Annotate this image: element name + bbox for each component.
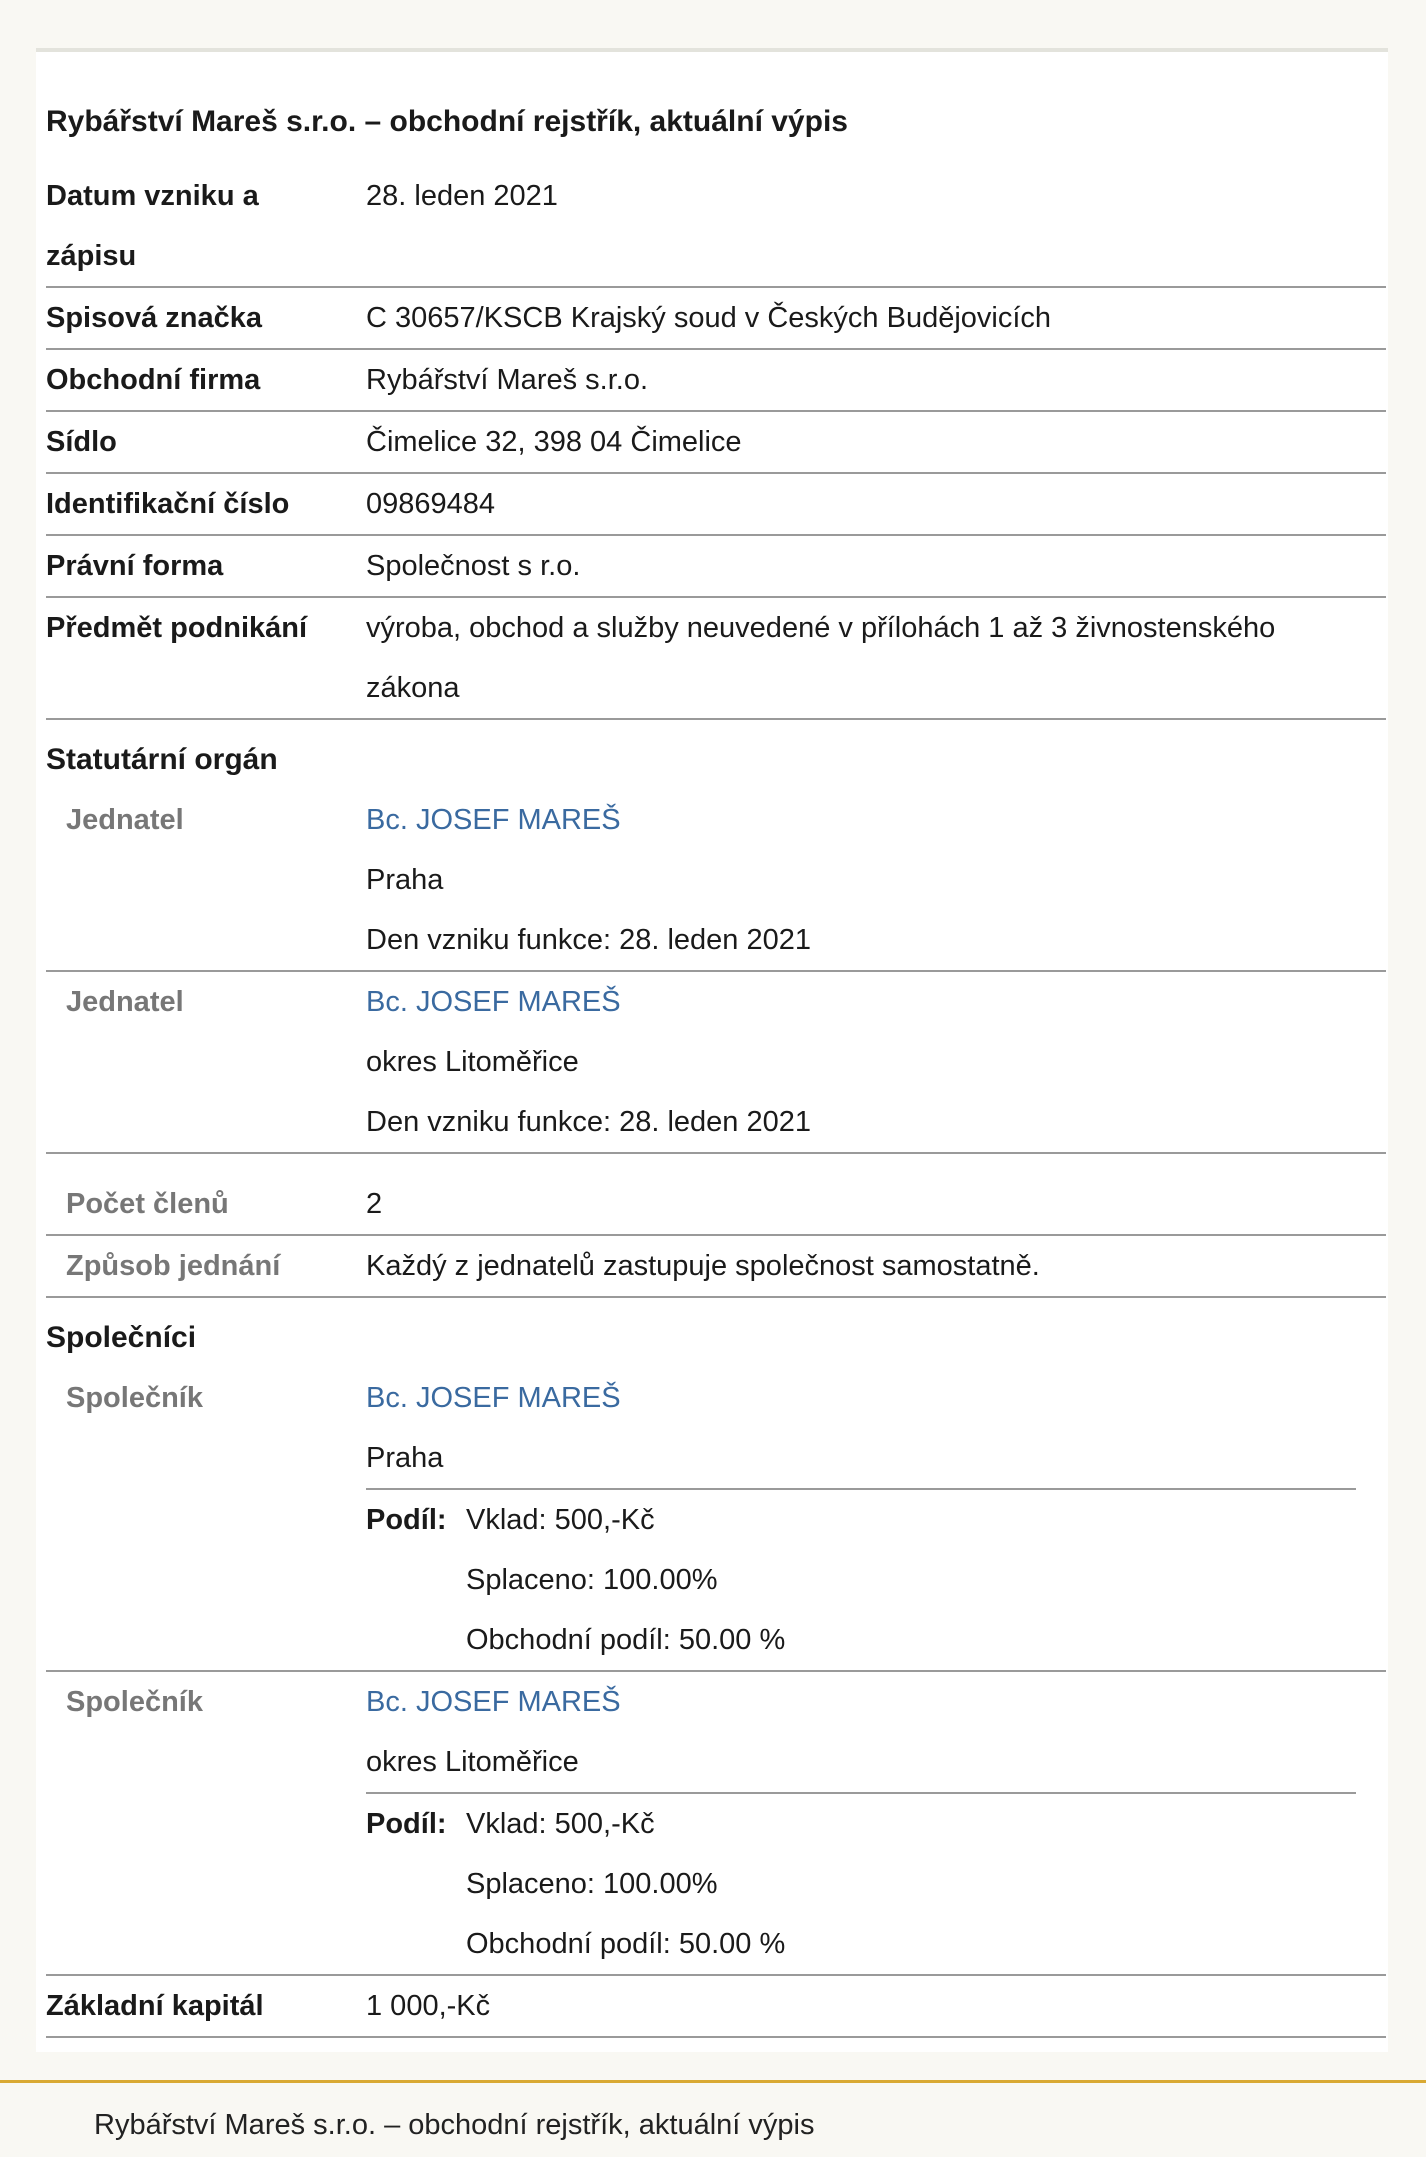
acting-manner-row	[46, 1236, 1386, 1298]
statutory-member-row	[46, 972, 1386, 1154]
share-deposit: Vklad: 500,-Kč	[466, 1504, 655, 1536]
member-name-link[interactable]: Bc. JOSEF MAREŠ	[366, 804, 621, 836]
field-value: 1 000,-Kč	[366, 1990, 491, 2022]
partner-share	[366, 1794, 1386, 1974]
partner-place: Praha	[366, 1442, 444, 1474]
field-label: Identifikační číslo	[46, 488, 290, 520]
acting-manner-label: Způsob jednání	[66, 1250, 281, 1282]
page-footer	[0, 2080, 1426, 2157]
field-row-file-number	[46, 288, 1386, 350]
member-count-label: Počet členů	[66, 1188, 229, 1220]
partner-name-link[interactable]: Bc. JOSEF MAREŠ	[366, 1382, 621, 1414]
member-since: Den vzniku funkce: 28. leden 2021	[366, 924, 811, 956]
field-value: Společnost s r.o.	[366, 550, 581, 582]
share-business: Obchodní podíl: 50.00 %	[466, 1624, 786, 1656]
field-row-founding-date	[46, 166, 1386, 288]
partner-share	[366, 1490, 1386, 1670]
statutory-member-row	[46, 790, 1386, 972]
partner-name-link[interactable]: Bc. JOSEF MAREŠ	[366, 1686, 621, 1718]
partner-row	[46, 1368, 1386, 1672]
partner-role: Společník	[66, 1382, 203, 1414]
field-row-business-activity	[46, 598, 1386, 720]
partner-details	[366, 1368, 1386, 1670]
member-details	[366, 972, 1386, 1152]
field-label: Obchodní firma	[46, 364, 261, 396]
register-extract-card	[36, 48, 1388, 2052]
field-label: Předmět podnikání	[46, 612, 308, 644]
member-name-link[interactable]: Bc. JOSEF MAREŠ	[366, 986, 621, 1018]
member-role: Jednatel	[66, 804, 184, 836]
field-value: C 30657/KSCB Krajský soud v Českých Budějovicích	[366, 302, 1052, 334]
field-label	[46, 166, 366, 286]
register-extract-content	[46, 102, 1386, 2038]
footer-text: Rybářství Mareš s.r.o. – obchodní rejstřík, aktuální výpis	[94, 2109, 815, 2141]
field-label-line: zápisu	[46, 240, 137, 272]
field-value-line: výroba, obchod a služby neuvedené v přílohách 1 až 3 živnostenského	[366, 612, 1276, 644]
field-value	[366, 598, 1386, 718]
share-business: Obchodní podíl: 50.00 %	[466, 1928, 786, 1960]
field-value: 28. leden 2021	[366, 180, 558, 212]
field-row-seat	[46, 412, 1386, 474]
partner-details	[366, 1672, 1386, 1974]
field-value: Čimelice 32, 398 04 Čimelice	[366, 426, 742, 458]
member-details	[366, 790, 1386, 970]
member-place: Praha	[366, 864, 444, 896]
section-heading-partners: Společníci	[46, 1321, 197, 1354]
field-label: Právní forma	[46, 550, 224, 582]
field-row-company-id	[46, 474, 1386, 536]
field-label: Základní kapitál	[46, 1990, 264, 2022]
share-label: Podíl:	[366, 1504, 447, 1536]
field-label: Spisová značka	[46, 302, 262, 334]
partner-row	[46, 1672, 1386, 1976]
field-row-capital	[46, 1976, 1386, 2038]
field-value-line: zákona	[366, 672, 460, 704]
field-value: 09869484	[366, 488, 496, 520]
field-row-legal-form	[46, 536, 1386, 598]
share-paid: Splaceno: 100.00%	[466, 1564, 718, 1596]
field-label: Sídlo	[46, 426, 117, 458]
share-values	[466, 1794, 785, 1974]
share-values	[466, 1490, 785, 1670]
partner-role: Společník	[66, 1686, 203, 1718]
field-label-line: Datum vzniku a	[46, 180, 259, 212]
member-since: Den vzniku funkce: 28. leden 2021	[366, 1106, 811, 1138]
field-row-company-name	[46, 350, 1386, 412]
member-count-value: 2	[366, 1188, 383, 1220]
member-place: okres Litoměřice	[366, 1046, 579, 1078]
share-deposit: Vklad: 500,-Kč	[466, 1808, 655, 1840]
page-title: Rybářství Mareš s.r.o. – obchodní rejstřík, aktuální výpis	[46, 105, 848, 138]
partner-place: okres Litoměřice	[366, 1746, 579, 1778]
acting-manner-value: Každý z jednatelů zastupuje společnost samostatně.	[366, 1250, 1040, 1282]
section-heading-statutory: Statutární orgán	[46, 743, 278, 776]
member-count-row	[46, 1154, 1386, 1236]
share-paid: Splaceno: 100.00%	[466, 1868, 718, 1900]
field-value: Rybářství Mareš s.r.o.	[366, 364, 649, 396]
member-role: Jednatel	[66, 986, 184, 1018]
share-label: Podíl:	[366, 1808, 447, 1840]
